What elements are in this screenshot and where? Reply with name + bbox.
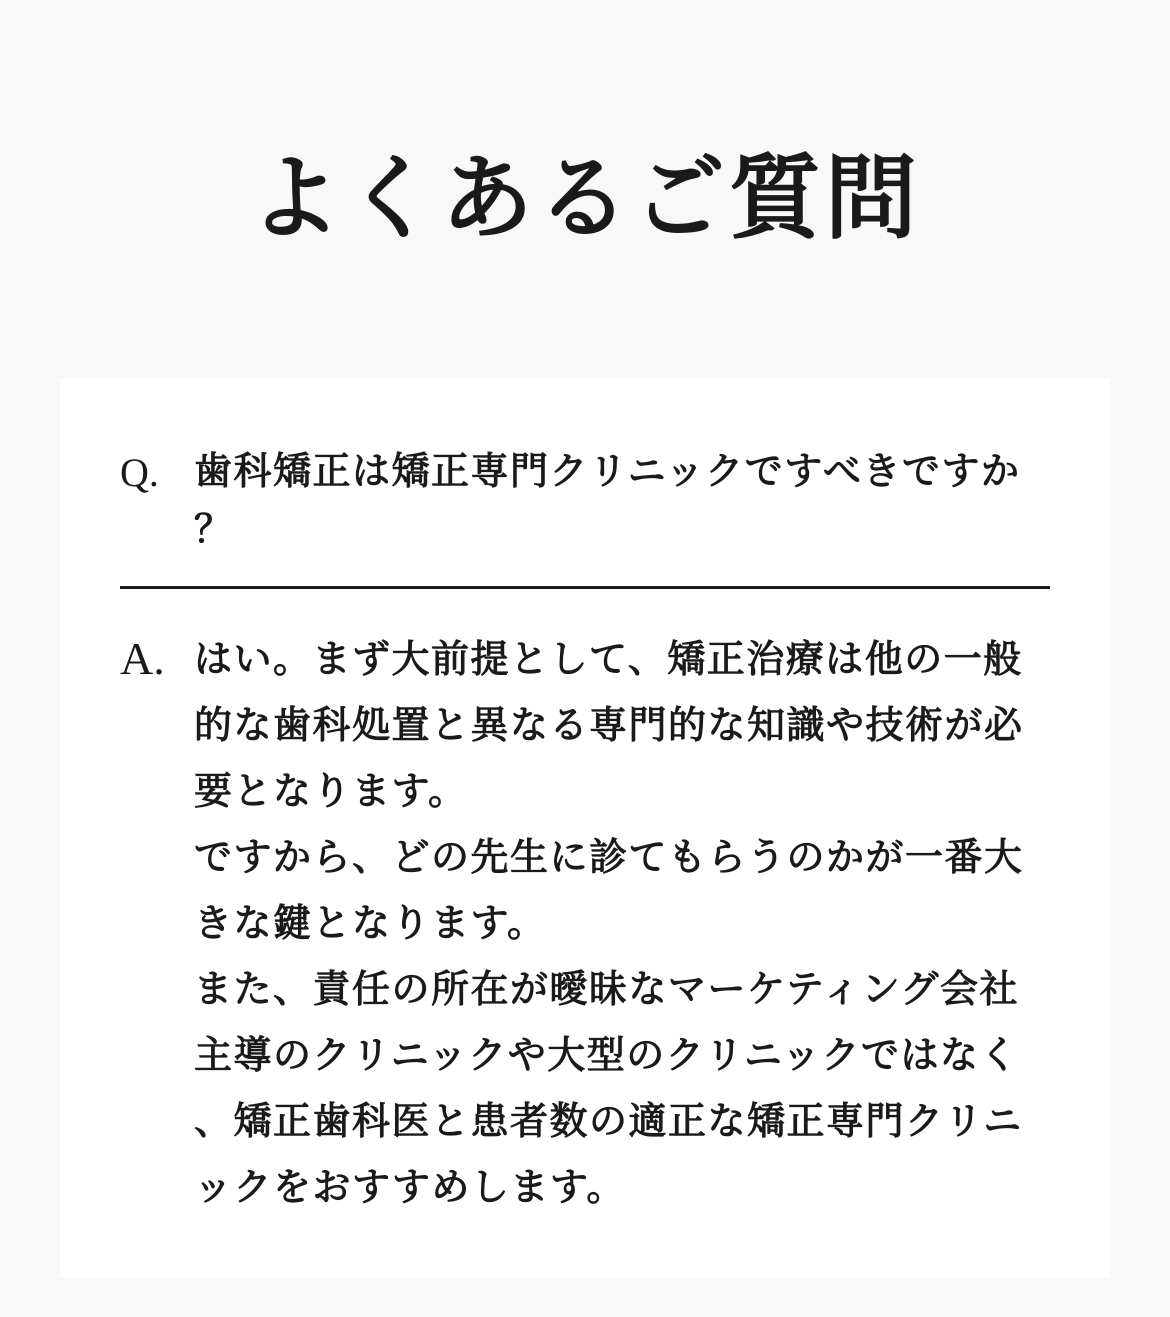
answer-content: はい。まず大前提として、矯正治療は他の一般的な歯科処置と異なる専門的な知識や技術が必要となります。 ですから、どの先生に診てもらうのかが一番大きな鍵となります。 また、責任の所在が曖昧なマーケティング会社主導のクリニックや大型のクリニックではなく、矯正歯科医と患者数の適正な矯正専門クリニックをおすすめします。 xyxy=(194,636,1024,1209)
question-marker: Q. xyxy=(120,450,159,495)
answer-text xyxy=(194,626,1040,1220)
faq-divider xyxy=(120,586,1050,589)
question-text: 歯科矯正は矯正専門クリニックですべきですか？ xyxy=(194,448,1021,551)
answer-marker: A. xyxy=(120,633,165,684)
page-title: よくあるご質問 xyxy=(248,144,921,252)
faq-card xyxy=(60,378,1110,1278)
